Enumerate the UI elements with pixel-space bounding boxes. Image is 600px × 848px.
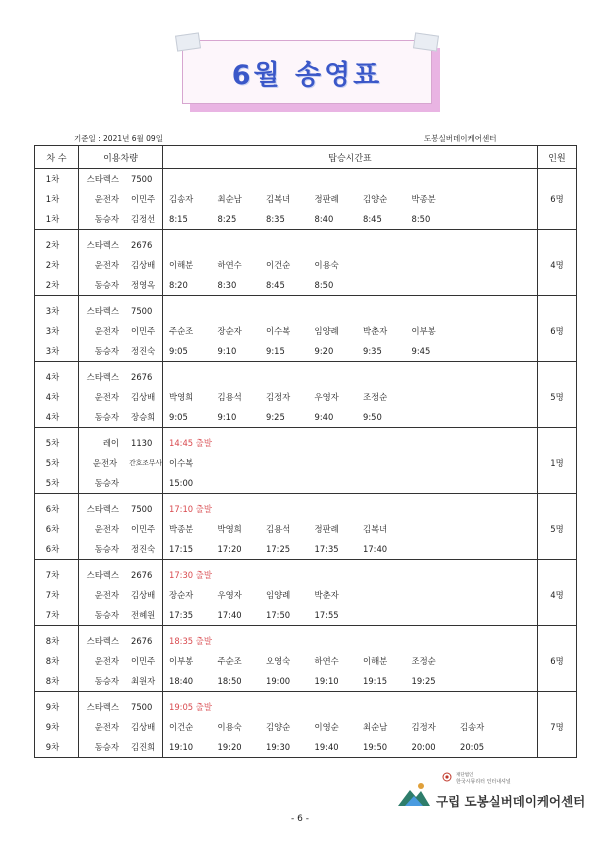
header-count: 인원 (538, 146, 577, 169)
round-label: 9차 (45, 742, 60, 752)
passenger-count: 7명 (538, 697, 577, 758)
vehicle-value: 정진숙 (131, 544, 156, 554)
pickup-time: 20:00 (411, 742, 436, 752)
time-line (163, 737, 537, 757)
round-cell (35, 499, 79, 560)
vehicle-line (79, 275, 162, 295)
passenger-name: 이부봉 (411, 326, 436, 336)
round-label: 1차 (45, 194, 60, 204)
vehicle-key: 동승자 (94, 544, 119, 554)
pickup-time: 17:35 (314, 544, 339, 554)
pickup-time: 19:15 (363, 676, 388, 686)
center-logo (396, 772, 586, 812)
vehicle-line (79, 565, 162, 585)
vehicle-line (79, 301, 162, 321)
times-cell (163, 433, 538, 494)
round-label: 7차 (45, 570, 60, 580)
vehicle-value: 1130 (131, 438, 153, 448)
vehicle-cell (79, 235, 163, 296)
passenger-count: 6명 (538, 631, 577, 692)
vehicle-value: 김상배 (131, 260, 156, 270)
pickup-time: 9:50 (363, 412, 382, 422)
passenger-name: 조정순 (411, 656, 436, 666)
vehicle-line (79, 671, 162, 691)
title-banner (182, 40, 432, 106)
passenger-line (163, 321, 537, 341)
round-label: 8차 (45, 636, 60, 646)
passenger-name: 김복녀 (266, 194, 291, 204)
passenger-name: 하연수 (217, 260, 242, 270)
vehicle-key: 운전자 (94, 260, 119, 270)
times-cell (163, 367, 538, 428)
passenger-line (163, 651, 537, 671)
vehicle-key: 스타렉스 (86, 306, 119, 316)
logo-name: 구립 도봉실버데이케어센터 (436, 794, 586, 809)
vehicle-key: 운전자 (94, 722, 119, 732)
vehicle-value: 7500 (131, 504, 153, 514)
passenger-name: 조정순 (363, 392, 388, 402)
passenger-name: 박종분 (411, 194, 436, 204)
passenger-line (163, 717, 537, 737)
vehicle-line (79, 631, 162, 651)
pickup-time: 20:05 (460, 742, 485, 752)
vehicle-value: 장승희 (131, 412, 156, 422)
passenger-count: 6명 (538, 301, 577, 362)
pickup-time: 15:00 (169, 478, 194, 488)
passenger-name: 최순남 (217, 194, 242, 204)
passenger-name: 김송자 (169, 194, 194, 204)
pickup-time: 19:50 (363, 742, 388, 752)
vehicle-value: 7500 (131, 174, 153, 184)
passenger-name: 이해분 (363, 656, 388, 666)
schedule-group-row (35, 235, 577, 296)
time-line (163, 275, 537, 295)
round-cell (35, 169, 79, 230)
passenger-name: 박종분 (169, 524, 194, 534)
round-cell (35, 301, 79, 362)
pickup-time: 19:00 (266, 676, 291, 686)
round-label: 3차 (45, 306, 60, 316)
base-date: 기준일 : 2021년 6월 09일 (74, 134, 163, 143)
times-cell (163, 631, 538, 692)
page-title: 6월 송영표 (231, 59, 383, 91)
seal-icon (442, 772, 452, 782)
pickup-time: 18:50 (217, 676, 242, 686)
vehicle-value: 7500 (131, 702, 153, 712)
departure-time: 17:10 출발 (169, 504, 212, 514)
round-label: 2차 (45, 280, 60, 290)
passenger-name: 김양순 (363, 194, 388, 204)
passenger-name: 이해분 (169, 260, 194, 270)
header-times: 탑승시간표 (163, 146, 538, 169)
vehicle-value: 2676 (131, 570, 153, 580)
round-cell (35, 565, 79, 626)
passenger-name: 박영희 (169, 392, 194, 402)
passenger-line (163, 189, 537, 209)
vehicle-key: 동승자 (94, 214, 119, 224)
round-label: 1차 (45, 174, 60, 184)
header-round: 차 수 (35, 146, 79, 169)
passenger-name: 이건순 (169, 722, 194, 732)
departure-time: 19:05 출발 (169, 702, 212, 712)
passenger-count: 5명 (538, 367, 577, 428)
vehicle-key: 동승자 (94, 280, 119, 290)
round-label: 7차 (45, 610, 60, 620)
vehicle-line (79, 387, 162, 407)
pickup-time: 19:10 (314, 676, 339, 686)
departure-line (163, 433, 537, 453)
vehicle-line (79, 189, 162, 209)
pickup-time: 19:20 (217, 742, 242, 752)
vehicle-key: 스타렉스 (86, 702, 119, 712)
schedule-group-row (35, 631, 577, 692)
passenger-name: 임양례 (314, 326, 339, 336)
departure-line (163, 631, 537, 651)
departure-time: 18:35 출발 (169, 636, 212, 646)
passenger-count: 1명 (538, 433, 577, 494)
times-cell (163, 301, 538, 362)
passenger-name: 이영순 (314, 722, 339, 732)
passenger-name: 김송자 (460, 722, 485, 732)
time-line (163, 539, 537, 559)
pickup-time: 9:25 (266, 412, 285, 422)
vehicle-key: 동승자 (94, 478, 119, 488)
time-line (163, 605, 537, 625)
pickup-time: 8:50 (411, 214, 431, 224)
departure-line (163, 367, 537, 387)
pickup-time: 19:40 (314, 742, 339, 752)
passenger-name: 우영자 (314, 392, 339, 402)
pickup-time: 19:10 (169, 742, 194, 752)
vehicle-value: 간호조무사 (129, 459, 162, 467)
departure-line (163, 301, 537, 321)
vehicle-line (79, 717, 162, 737)
passenger-name: 장순자 (169, 590, 194, 600)
pickup-time: 8:15 (169, 214, 188, 224)
vehicle-line (79, 585, 162, 605)
round-cell (35, 433, 79, 494)
vehicle-value: 정영옥 (131, 280, 156, 290)
vehicle-cell (79, 499, 163, 560)
pickup-time: 17:50 (266, 610, 291, 620)
times-cell (163, 697, 538, 758)
round-label: 6차 (45, 504, 60, 514)
round-label: 4차 (45, 372, 60, 382)
schedule-group-row (35, 499, 577, 560)
pickup-time: 17:35 (169, 610, 194, 620)
pickup-time: 18:40 (169, 676, 194, 686)
vehicle-key: 스타렉스 (86, 570, 119, 580)
passenger-name: 이수복 (266, 326, 291, 336)
pickup-time: 8:30 (217, 280, 237, 290)
vehicle-line (79, 321, 162, 341)
table-header-row (35, 146, 577, 169)
vehicle-line (79, 499, 162, 519)
time-line (163, 407, 537, 427)
vehicle-line (79, 453, 162, 473)
pickup-time: 9:45 (411, 346, 431, 356)
passenger-name: 최순남 (363, 722, 388, 732)
vehicle-key: 운전자 (94, 392, 119, 402)
logo-sub: 한국시뮤리터 인터내셔널 (456, 779, 511, 785)
departure-line (163, 169, 537, 189)
pickup-time: 17:40 (363, 544, 388, 554)
vehicle-line (79, 519, 162, 539)
pickup-time: 9:10 (217, 412, 237, 422)
page-number: - 6 - (291, 814, 309, 824)
vehicle-value: 최원자 (131, 676, 156, 686)
passenger-name: 김양순 (266, 722, 291, 732)
passenger-name: 장순자 (217, 326, 242, 336)
departure-line (163, 697, 537, 717)
pickup-time: 8:40 (314, 214, 334, 224)
vehicle-cell (79, 697, 163, 758)
passenger-name: 이건순 (266, 260, 291, 270)
vehicle-key: 레이 (102, 438, 119, 448)
passenger-name: 우영자 (217, 590, 242, 600)
pickup-time: 17:55 (314, 610, 339, 620)
passenger-line (163, 453, 537, 473)
pickup-time: 8:45 (266, 280, 285, 290)
passenger-name: 하연수 (314, 656, 339, 666)
vehicle-key: 스타렉스 (86, 504, 119, 514)
pickup-time: 19:30 (266, 742, 291, 752)
vehicle-value: 김상배 (131, 722, 156, 732)
round-label: 5차 (45, 438, 60, 448)
vehicle-cell (79, 631, 163, 692)
vehicle-value: 김진희 (131, 742, 156, 752)
vehicle-line (79, 737, 162, 757)
vehicle-line (79, 367, 162, 387)
vehicle-value: 2676 (131, 636, 153, 646)
round-label: 5차 (45, 458, 60, 468)
round-cell (35, 367, 79, 428)
vehicle-value: 김상배 (131, 590, 156, 600)
passenger-line (163, 387, 537, 407)
pickup-time: 17:20 (217, 544, 242, 554)
departure-line (163, 235, 537, 255)
times-cell (163, 499, 538, 560)
header-vehicle: 이용차량 (79, 146, 163, 169)
round-label: 9차 (45, 722, 60, 732)
vehicle-line (79, 341, 162, 361)
passenger-name: 오영숙 (266, 656, 291, 666)
vehicle-line (79, 605, 162, 625)
round-label: 2차 (45, 240, 60, 250)
passenger-name: 주순조 (217, 656, 242, 666)
vehicle-cell (79, 565, 163, 626)
round-label: 1차 (45, 214, 60, 224)
vehicle-key: 운전자 (92, 458, 118, 468)
passenger-name: 임양례 (266, 590, 291, 600)
time-line (163, 209, 537, 229)
vehicle-value: 이민주 (131, 326, 156, 336)
vehicle-cell (79, 367, 163, 428)
schedule-table (34, 145, 577, 758)
schedule-group-row (35, 367, 577, 428)
pickup-time: 8:25 (217, 214, 237, 224)
vehicle-key: 운전자 (94, 656, 119, 666)
passenger-line (163, 255, 537, 275)
vehicle-cell (79, 169, 163, 230)
vehicle-line (79, 697, 162, 717)
pickup-time: 17:15 (169, 544, 194, 554)
round-label: 3차 (45, 346, 60, 356)
round-label: 2차 (45, 260, 60, 270)
vehicle-key: 동승자 (94, 742, 119, 752)
vehicle-key: 스타렉스 (86, 372, 119, 382)
schedule-group-row (35, 433, 577, 494)
times-cell (163, 235, 538, 296)
round-label: 6차 (45, 544, 60, 554)
times-cell (163, 565, 538, 626)
passenger-count: 4명 (538, 235, 577, 296)
round-cell (35, 697, 79, 758)
vehicle-value: 김정선 (131, 214, 156, 224)
pickup-time: 8:45 (363, 214, 382, 224)
vehicle-key: 운전자 (94, 194, 119, 204)
vehicle-key: 스타렉스 (86, 240, 119, 250)
schedule-group-row (35, 697, 577, 758)
passenger-name: 김용석 (217, 392, 242, 402)
pickup-time: 9:05 (169, 412, 188, 422)
vehicle-line (79, 651, 162, 671)
pickup-time: 9:15 (266, 346, 285, 356)
passenger-count: 6명 (538, 169, 577, 230)
round-label: 4차 (45, 392, 60, 402)
pickup-time: 19:25 (411, 676, 436, 686)
title-box (182, 40, 432, 104)
pickup-time: 8:35 (266, 214, 285, 224)
vehicle-value: 7500 (131, 306, 153, 316)
vehicle-value: 2676 (131, 240, 153, 250)
vehicle-key: 동승자 (94, 610, 119, 620)
vehicle-line (79, 407, 162, 427)
round-label: 4차 (45, 412, 60, 422)
vehicle-value: 김상배 (131, 392, 156, 402)
passenger-name: 이부봉 (169, 656, 194, 666)
vehicle-value: 2676 (131, 372, 153, 382)
passenger-name: 김정자 (266, 392, 291, 402)
passenger-count: 4명 (538, 565, 577, 626)
vehicle-line (79, 169, 162, 189)
vehicle-value (127, 473, 162, 493)
schedule-group-row (35, 169, 577, 230)
vehicle-value: 이민주 (131, 524, 156, 534)
times-cell (163, 169, 538, 230)
passenger-name: 박춘자 (314, 590, 339, 600)
tape-decoration (175, 32, 201, 51)
passenger-name: 박춘자 (363, 326, 388, 336)
vehicle-line (79, 255, 162, 275)
vehicle-line (79, 235, 162, 255)
pickup-time: 17:40 (217, 610, 242, 620)
time-line (163, 473, 537, 493)
vehicle-key: 운전자 (94, 326, 119, 336)
vehicle-value: 정진숙 (131, 346, 156, 356)
schedule-group-row (35, 565, 577, 626)
logo-org: 재단법인 (456, 773, 474, 778)
passenger-count: 5명 (538, 499, 577, 560)
passenger-line (163, 585, 537, 605)
round-label: 8차 (45, 656, 60, 666)
vehicle-key: 동승자 (94, 676, 119, 686)
pickup-time: 9:20 (314, 346, 334, 356)
vehicle-cell (79, 433, 163, 494)
round-label: 6차 (45, 524, 60, 534)
passenger-name: 박영희 (217, 524, 242, 534)
vehicle-line (79, 209, 162, 229)
vehicle-cell (79, 301, 163, 362)
departure-time: 14:45 출발 (169, 438, 212, 448)
vehicle-value: 이민주 (131, 194, 156, 204)
time-line (163, 671, 537, 691)
tape-decoration (413, 32, 439, 51)
pickup-time: 9:10 (217, 346, 237, 356)
time-line (163, 341, 537, 361)
pickup-time: 17:25 (266, 544, 291, 554)
passenger-name: 이수복 (169, 458, 194, 468)
round-label: 7차 (45, 590, 60, 600)
passenger-name: 김정자 (411, 722, 436, 732)
round-cell (35, 631, 79, 692)
round-label: 5차 (45, 478, 60, 488)
departure-time: 17:30 출발 (169, 570, 212, 580)
vehicle-key: 동승자 (94, 346, 119, 356)
vehicle-value: 전혜원 (131, 610, 156, 620)
pickup-time: 8:20 (169, 280, 188, 290)
round-cell (35, 235, 79, 296)
vehicle-line (79, 473, 162, 493)
pickup-time: 9:35 (363, 346, 382, 356)
vehicle-key: 스타렉스 (86, 636, 119, 646)
pickup-time: 9:40 (314, 412, 334, 422)
passenger-name: 이용숙 (217, 722, 242, 732)
departure-line (163, 565, 537, 585)
vehicle-key: 운전자 (94, 524, 119, 534)
round-label: 8차 (45, 676, 60, 686)
round-label: 9차 (45, 702, 60, 712)
passenger-name: 정판례 (314, 194, 339, 204)
schedule-group-row (35, 301, 577, 362)
vehicle-value: 이민주 (131, 656, 156, 666)
vehicle-line (79, 539, 162, 559)
passenger-line (163, 519, 537, 539)
vehicle-key: 동승자 (94, 412, 119, 422)
passenger-name: 이용숙 (314, 260, 339, 270)
passenger-name: 정판례 (314, 524, 339, 534)
mountain-logo-icon (396, 780, 432, 810)
round-label: 3차 (45, 326, 60, 336)
passenger-name: 주순조 (169, 326, 194, 336)
vehicle-line (79, 433, 162, 453)
departure-line (163, 499, 537, 519)
vehicle-key: 스타렉스 (86, 174, 119, 184)
passenger-name: 김용석 (266, 524, 291, 534)
pickup-time: 9:05 (169, 346, 188, 356)
pickup-time: 8:50 (314, 280, 334, 290)
center-name: 도봉실버데이케어센터 (424, 134, 497, 143)
passenger-name: 김복녀 (363, 524, 388, 534)
vehicle-key: 운전자 (94, 590, 119, 600)
